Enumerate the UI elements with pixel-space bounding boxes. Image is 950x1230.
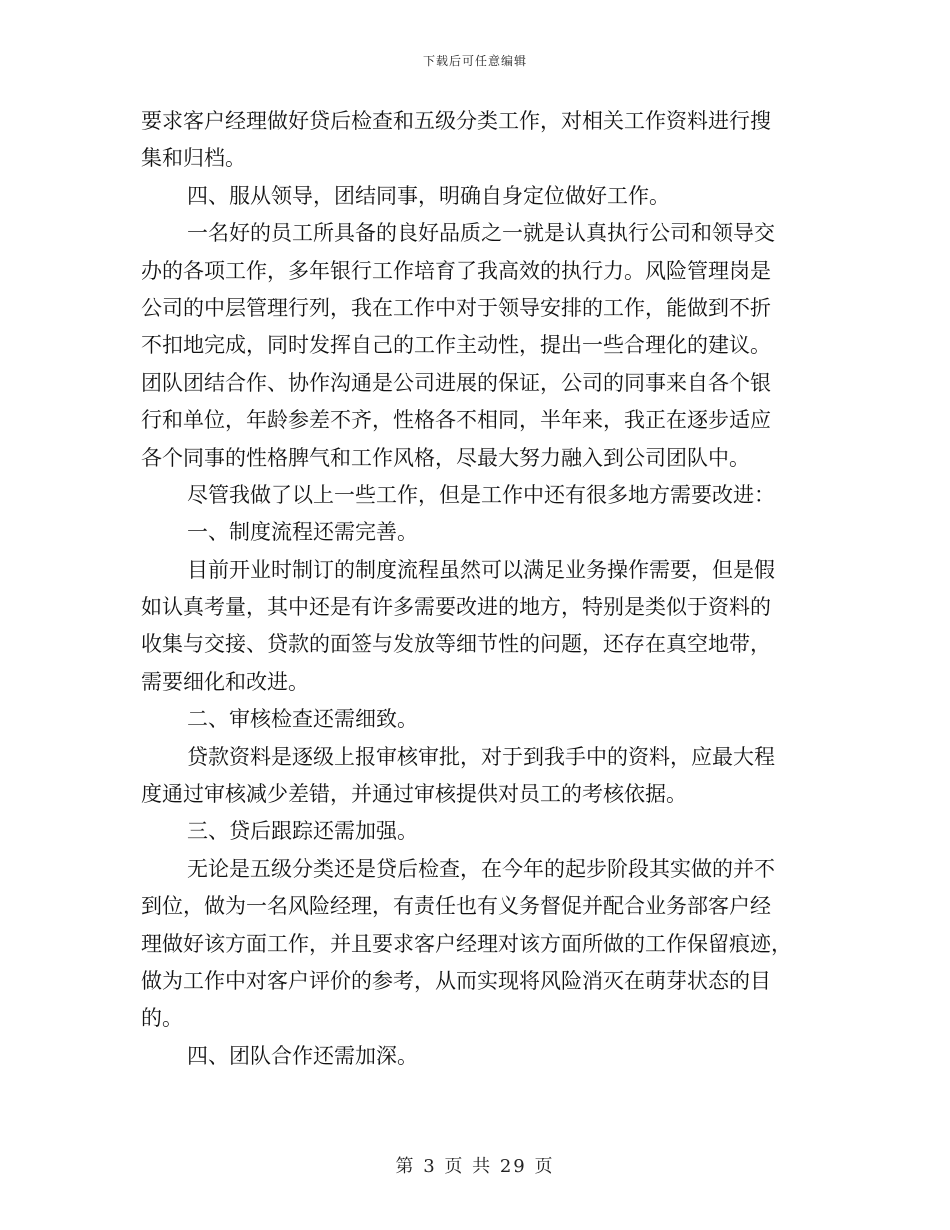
page-header: 下载后可任意编辑 xyxy=(422,54,527,68)
text-line: 理做好该方面工作，并且要求客户经理对该方面所做的工作保留痕迹， xyxy=(141,931,792,956)
text-line: 集和归档。 xyxy=(141,146,246,171)
text-line: 尽管我做了以上一些工作，但是工作中还有很多地方需要改进： xyxy=(187,482,775,507)
document-body xyxy=(141,103,811,1075)
text-line: 三、贷后跟踪还需加强。 xyxy=(187,819,418,844)
text-line: 行和单位，年龄参差不齐，性格各不相同，半年来，我正在逐步适应 xyxy=(141,408,771,433)
text-line: 度通过审核减少差错，并通过审核提供对员工的考核依据。 xyxy=(141,782,687,807)
text-line: 四、服从领导，团结同事，明确自身定位做好工作。 xyxy=(187,183,670,208)
text-line: 要求客户经理做好贷后检查和五级分类工作，对相关工作资料进行搜 xyxy=(141,109,771,133)
text-line: 的。 xyxy=(141,1006,183,1031)
text-line: 一名好的员工所具备的良好品质之一就是认真执行公司和领导交 xyxy=(187,221,775,246)
page-number: 第 3 页 共 29 页 xyxy=(395,1156,555,1177)
text-line: 贷款资料是逐级上报审核审批，对于到我手中的资料，应最大程 xyxy=(187,744,775,769)
text-line: 做为工作中对客户评价的参考，从而实现将风险消灭在萌芽状态的目 xyxy=(141,968,771,993)
text-line: 各个同事的性格脾气和工作风格，尽最大努力融入到公司团队中。 xyxy=(141,445,750,470)
text-line: 收集与交接、贷款的面签与发放等细节性的问题，还存在真空地带， xyxy=(141,632,771,657)
text-line: 公司的中层管理行列，我在工作中对于领导安排的工作，能做到不折 xyxy=(141,295,771,320)
text-line: 到位，做为一名风险经理，有责任也有义务督促并配合业务部客户经 xyxy=(141,894,771,919)
text-line: 团队团结合作、协作沟通是公司进展的保证，公司的同事来自各个银 xyxy=(141,370,771,395)
text-line: 二、审核检查还需细致。 xyxy=(187,707,418,732)
text-line: 四、团队合作还需加深。 xyxy=(187,1043,418,1068)
text-line: 目前开业时制订的制度流程虽然可以满足业务操作需要，但是假 xyxy=(187,557,775,582)
text-line: 需要细化和改进。 xyxy=(141,669,309,694)
text-line: 无论是五级分类还是贷后检查，在今年的起步阶段其实做的并不 xyxy=(187,856,775,881)
text-line: 不扣地完成，同时发挥自己的工作主动性，提出一些合理化的建议。 xyxy=(141,333,771,358)
text-line: 办的各项工作，多年银行工作培育了我高效的执行力。风险管理岗是 xyxy=(141,258,771,283)
text-line: 如认真考量，其中还是有许多需要改进的地方，特别是类似于资料的 xyxy=(141,595,771,620)
text-line: 一、制度流程还需完善。 xyxy=(187,520,418,545)
